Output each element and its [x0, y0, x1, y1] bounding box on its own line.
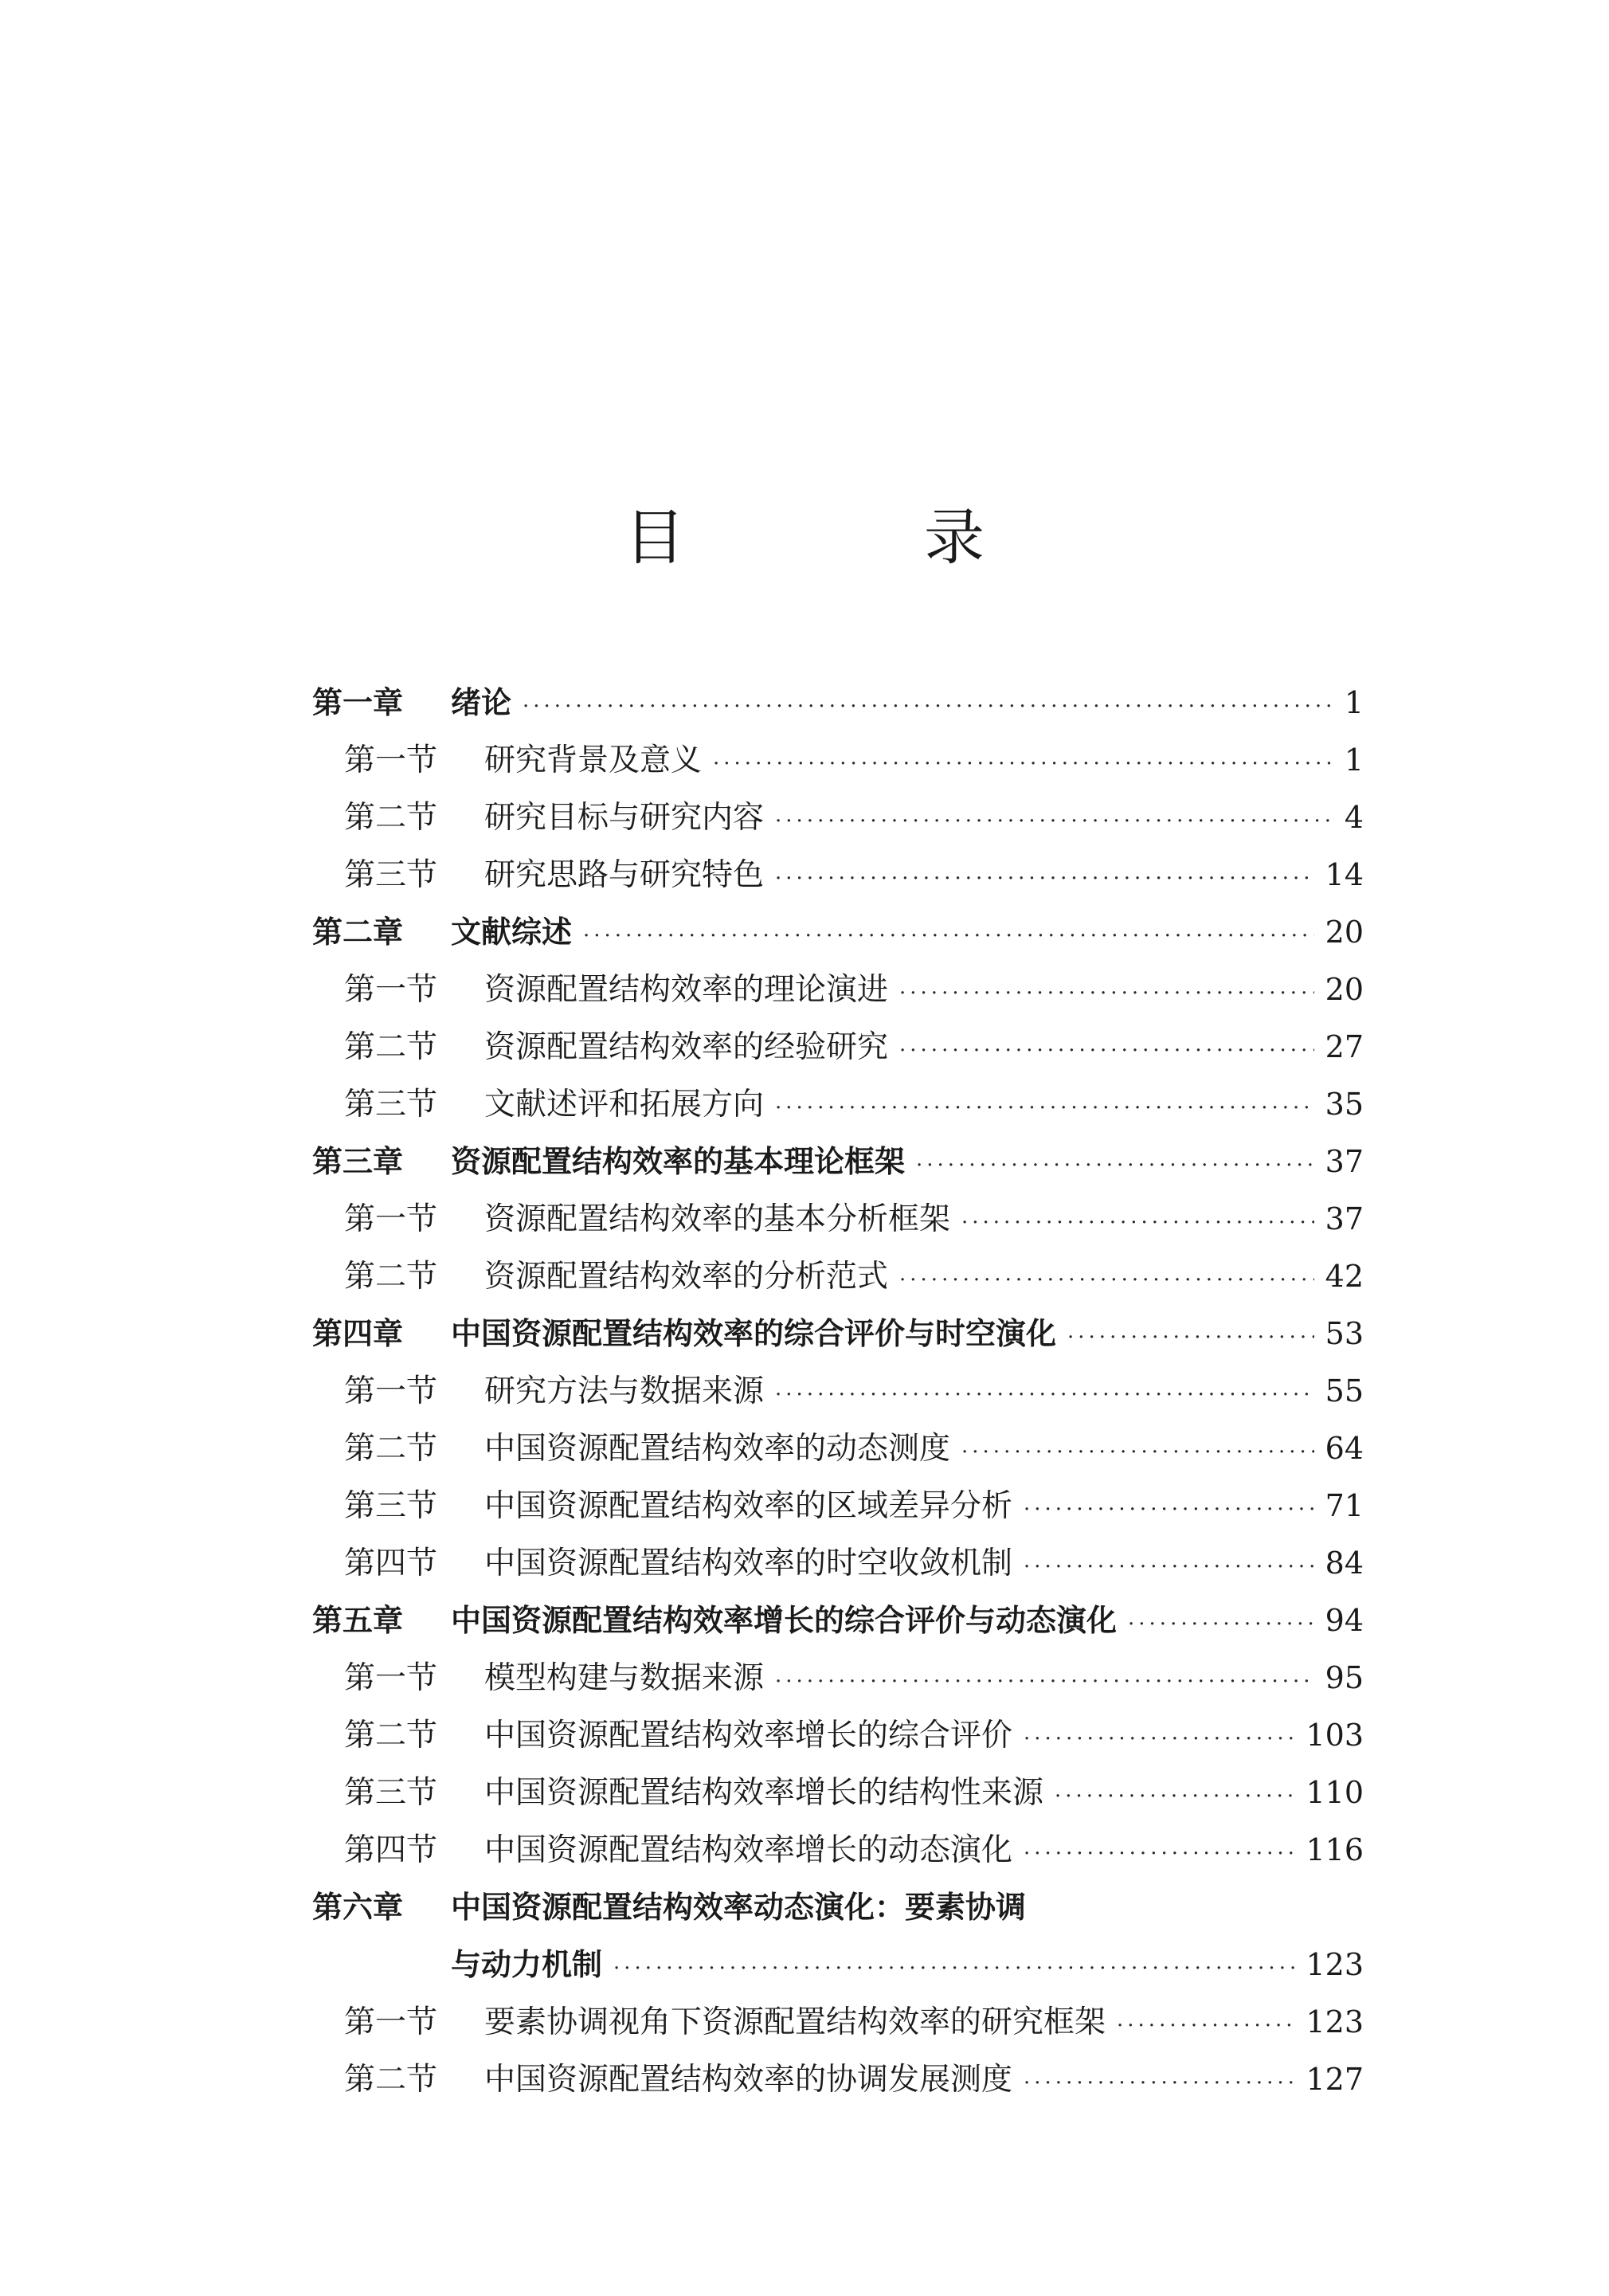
toc-dot-leader [899, 965, 1314, 1022]
toc-section-title: 文献述评和拓展方向 [484, 1087, 765, 1123]
toc-dot-leader [1024, 2055, 1294, 2112]
toc-chapter-title: 资源配置结构效率的基本理论框架 [451, 1144, 906, 1179]
toc-chapter-title: 中国资源配置结构效率的综合评价与时空演化 [451, 1316, 1057, 1351]
toc-section-1-3[interactable] [312, 846, 1364, 903]
toc-section-label: 第一节 [344, 1201, 438, 1237]
toc-section-label: 第一节 [344, 1660, 438, 1696]
toc-section-6-1[interactable] [312, 1993, 1364, 2051]
toc-section-label: 第四节 [344, 1546, 438, 1581]
toc-section-label: 第二节 [344, 1259, 438, 1295]
toc-dot-leader [1024, 1481, 1314, 1538]
toc-dot-leader [961, 1424, 1314, 1481]
toc-section-4-1[interactable] [312, 1362, 1364, 1420]
toc-section-2-1[interactable] [312, 961, 1364, 1018]
toc-dot-leader [523, 678, 1333, 735]
toc-chapter-label: 第六章 [312, 1890, 404, 1925]
toc-page-number: 37 [1325, 1144, 1364, 1179]
toc-section-title: 中国资源配置结构效率的区域差异分析 [484, 1488, 1013, 1524]
toc-page-number: 55 [1325, 1373, 1364, 1409]
toc-chapter-label: 第三章 [312, 1144, 404, 1179]
toc-dot-leader [775, 1653, 1314, 1710]
toc-section-title: 中国资源配置结构效率增长的综合评价 [484, 1718, 1013, 1753]
toc-page-number: 4 [1344, 800, 1364, 835]
toc-page-number: 20 [1325, 915, 1364, 950]
page-title: 目 录 [624, 502, 1074, 573]
toc-page-number: 37 [1325, 1201, 1364, 1236]
toc-section-2-3[interactable] [312, 1076, 1364, 1133]
toc-section-label: 第二节 [344, 1718, 438, 1753]
toc-section-label: 第三节 [344, 1087, 438, 1123]
toc-chapter-2[interactable] [312, 903, 1364, 961]
toc-chapter-title: 文献综述 [451, 915, 573, 950]
toc-section-title: 模型构建与数据来源 [484, 1660, 765, 1696]
toc-section-title: 资源配置结构效率的经验研究 [484, 1029, 889, 1065]
toc-chapter-label: 第一章 [312, 685, 404, 720]
toc-page-number: 103 [1306, 1718, 1364, 1753]
toc-page-number: 20 [1325, 972, 1364, 1007]
toc-chapter-title-continuation: 与动力机制 [451, 1947, 603, 1982]
toc-section-title: 资源配置结构效率的分析范式 [484, 1259, 889, 1295]
toc-section-5-2[interactable] [312, 1706, 1364, 1764]
toc-page-number: 42 [1325, 1259, 1364, 1294]
toc-section-4-3[interactable] [312, 1477, 1364, 1534]
toc-chapter-6-continuation[interactable] [312, 1936, 1364, 1993]
toc-chapter-5[interactable] [312, 1592, 1364, 1649]
toc-section-label: 第二节 [344, 800, 438, 836]
toc-page-number: 127 [1306, 2062, 1364, 2097]
toc-dot-leader [899, 1022, 1314, 1079]
toc-section-title: 中国资源配置结构效率增长的动态演化 [484, 1832, 1013, 1868]
toc-section-label: 第三节 [344, 1775, 438, 1811]
toc-section-4-2[interactable] [312, 1420, 1364, 1477]
toc-section-title: 研究目标与研究内容 [484, 800, 765, 836]
toc-section-label: 第二节 [344, 1431, 438, 1467]
toc-section-1-2[interactable] [312, 789, 1364, 846]
toc-dot-leader [1067, 1309, 1314, 1366]
toc-section-1-1[interactable] [312, 731, 1364, 789]
toc-dot-leader [775, 1079, 1314, 1137]
toc-section-title: 中国资源配置结构效率的动态测度 [484, 1431, 951, 1467]
toc-page-number: 123 [1306, 1947, 1364, 1982]
toc-dot-leader [775, 850, 1314, 907]
toc-section-title: 研究背景及意义 [484, 742, 703, 778]
toc-section-label: 第一节 [344, 742, 438, 778]
toc-section-6-2[interactable] [312, 2051, 1364, 2108]
toc-section-label: 第一节 [344, 1373, 438, 1409]
toc-page-number: 123 [1306, 2004, 1364, 2039]
toc-section-2-2[interactable] [312, 1018, 1364, 1076]
toc-page-number: 64 [1325, 1431, 1364, 1466]
toc-section-title: 中国资源配置结构效率的时空收敛机制 [484, 1546, 1013, 1581]
toc-section-label: 第四节 [344, 1832, 438, 1868]
toc-chapter-4[interactable] [312, 1305, 1364, 1362]
toc-chapter-label: 第四章 [312, 1316, 404, 1351]
toc-page-number: 110 [1306, 1775, 1364, 1810]
toc-dot-leader [1024, 1710, 1294, 1768]
toc-section-3-1[interactable] [312, 1190, 1364, 1248]
toc-page-number: 116 [1306, 1832, 1364, 1867]
toc-chapter-1[interactable] [312, 674, 1364, 731]
toc-section-label: 第三节 [344, 857, 438, 893]
toc-page-number: 1 [1344, 742, 1364, 778]
toc-page-number: 14 [1325, 857, 1364, 892]
toc-chapter-title: 绪论 [451, 685, 512, 720]
toc-section-5-4[interactable] [312, 1821, 1364, 1879]
toc-chapter-title: 中国资源配置结构效率增长的综合评价与动态演化 [451, 1603, 1118, 1638]
toc-page-number: 27 [1325, 1029, 1364, 1064]
toc-section-title: 资源配置结构效率的基本分析框架 [484, 1201, 951, 1237]
toc-chapter-title: 中国资源配置结构效率动态演化：要素协调 [451, 1890, 1027, 1925]
toc-page-number: 71 [1325, 1488, 1364, 1523]
toc-dot-leader [961, 1194, 1314, 1252]
toc-section-5-3[interactable] [312, 1764, 1364, 1821]
toc-page-number: 95 [1325, 1660, 1364, 1695]
toc-section-label: 第二节 [344, 2062, 438, 2098]
toc-dot-leader [899, 1252, 1314, 1309]
toc-page-number: 84 [1325, 1546, 1364, 1581]
toc-dot-leader [1117, 1997, 1294, 2055]
toc-section-title: 中国资源配置结构效率增长的结构性来源 [484, 1775, 1044, 1811]
toc-section-title: 研究方法与数据来源 [484, 1373, 765, 1409]
toc-chapter-label: 第二章 [312, 915, 404, 950]
toc-section-label: 第一节 [344, 972, 438, 1008]
toc-dot-leader [613, 1940, 1294, 1997]
toc-dot-leader [1055, 1768, 1294, 1825]
toc-section-4-4[interactable] [312, 1534, 1364, 1592]
toc-section-label: 第一节 [344, 2004, 438, 2040]
toc-chapter-6[interactable] [312, 1879, 1364, 1936]
toc-section-title: 资源配置结构效率的理论演进 [484, 972, 889, 1008]
toc-page-number: 35 [1325, 1087, 1364, 1122]
toc-section-label: 第三节 [344, 1488, 438, 1524]
toc-dot-leader [583, 907, 1314, 965]
table-of-contents [312, 674, 1364, 2108]
toc-chapter-label: 第五章 [312, 1603, 404, 1638]
toc-dot-leader [1128, 1596, 1314, 1653]
toc-section-title: 要素协调视角下资源配置结构效率的研究框架 [484, 2004, 1106, 2040]
toc-page-number: 53 [1325, 1316, 1364, 1351]
toc-section-3-2[interactable] [312, 1248, 1364, 1305]
toc-dot-leader [775, 793, 1333, 850]
toc-page-number: 94 [1325, 1603, 1364, 1638]
toc-page-number: 1 [1344, 685, 1364, 720]
toc-chapter-3[interactable] [312, 1133, 1364, 1190]
toc-dot-leader [775, 1366, 1314, 1424]
toc-section-5-1[interactable] [312, 1649, 1364, 1706]
toc-section-title: 中国资源配置结构效率的协调发展测度 [484, 2062, 1013, 2098]
toc-dot-leader [1024, 1825, 1294, 1883]
toc-dot-leader [713, 735, 1333, 793]
toc-dot-leader [916, 1137, 1314, 1194]
toc-section-title: 研究思路与研究特色 [484, 857, 765, 893]
toc-dot-leader [1024, 1538, 1314, 1596]
toc-section-label: 第二节 [344, 1029, 438, 1065]
